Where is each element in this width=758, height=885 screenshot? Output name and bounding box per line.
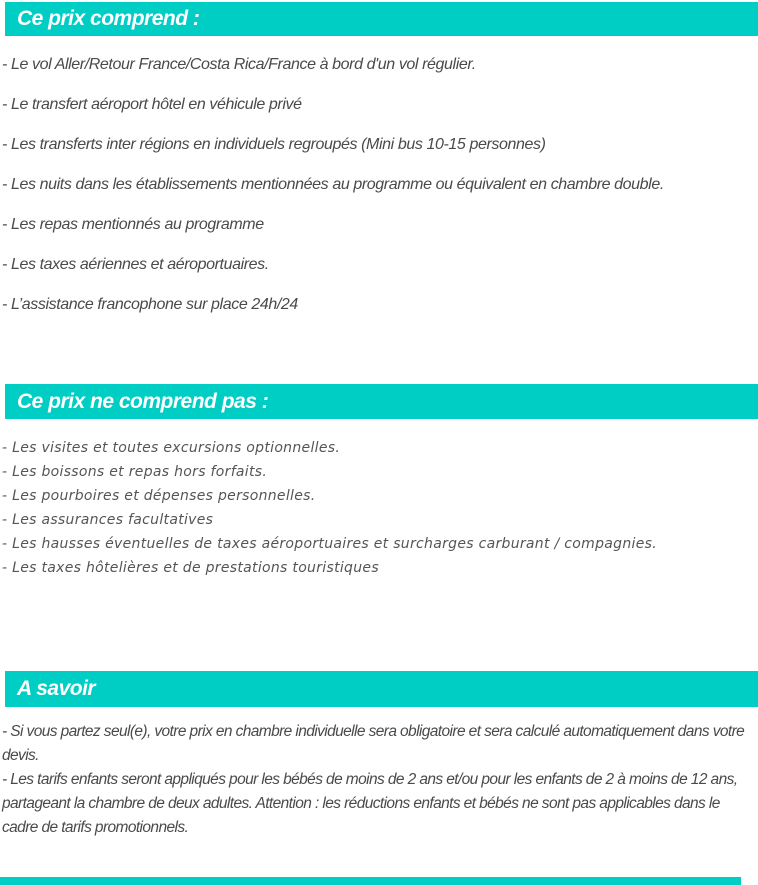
notes-section-header [5, 671, 758, 707]
excluded-item: - Les visites et toutes excursions optionnelles. [2, 440, 341, 456]
notes-section [0, 671, 758, 840]
included-item: - Le vol Aller/Retour France/Costa Rica/France à bord d'un vol régulier. [2, 56, 476, 73]
excluded-item: - Les boissons et repas hors forfaits. [2, 464, 268, 480]
price-included-section [0, 2, 758, 313]
next-section-bar [0, 877, 741, 885]
included-item: - L’assistance francophone sur place 24h/24 [2, 296, 298, 313]
included-item: - Les nuits dans les établissements mentionnées au programme ou équivalent en chambre double. [2, 176, 664, 193]
included-section-title: Ce prix comprend : [17, 7, 200, 30]
included-item: - Les transferts inter régions en individuels regroupés (Mini bus 10-15 personnes) [2, 136, 546, 153]
notes-section-title: A savoir [17, 677, 96, 700]
price-excluded-section [0, 384, 758, 580]
included-items-list [0, 36, 758, 313]
included-item: - Les taxes aériennes et aéroportuaires. [2, 256, 269, 273]
excluded-item: - Les hausses éventuelles de taxes aéroportuaires et surcharges carburant / compagnies. [2, 536, 657, 552]
excluded-item: - Les assurances facultatives [2, 512, 214, 528]
excluded-items-list [0, 419, 758, 580]
excluded-item: - Les pourboires et dépenses personnelles. [2, 488, 316, 504]
notes-paragraphs [0, 707, 758, 840]
excluded-section-header [5, 384, 758, 419]
included-section-header [5, 2, 758, 36]
included-item: - Le transfert aéroport hôtel en véhicule privé [2, 96, 302, 113]
included-item: - Les repas mentionnés au programme [2, 216, 264, 233]
notes-paragraph: - Si vous partez seul(e), votre prix en chambre individuelle sera obligatoire et sera calculé automatiquement dans votre devis. [2, 723, 745, 764]
excluded-section-title: Ce prix ne comprend pas : [17, 389, 269, 413]
notes-paragraph: - Les tarifs enfants seront appliqués pour les bébés de moins de 2 ans et/ou pour les enfants de 2 à moins de 12 ans, partageant la chambre de deux adultes. Attention : les réductions enfants et bébés ne sont pas applicables dans le cadre de tarifs promotionnels. [2, 771, 738, 836]
excluded-item: - Les taxes hôtelières et de prestations touristiques [2, 560, 379, 576]
price-details-page [0, 2, 758, 840]
